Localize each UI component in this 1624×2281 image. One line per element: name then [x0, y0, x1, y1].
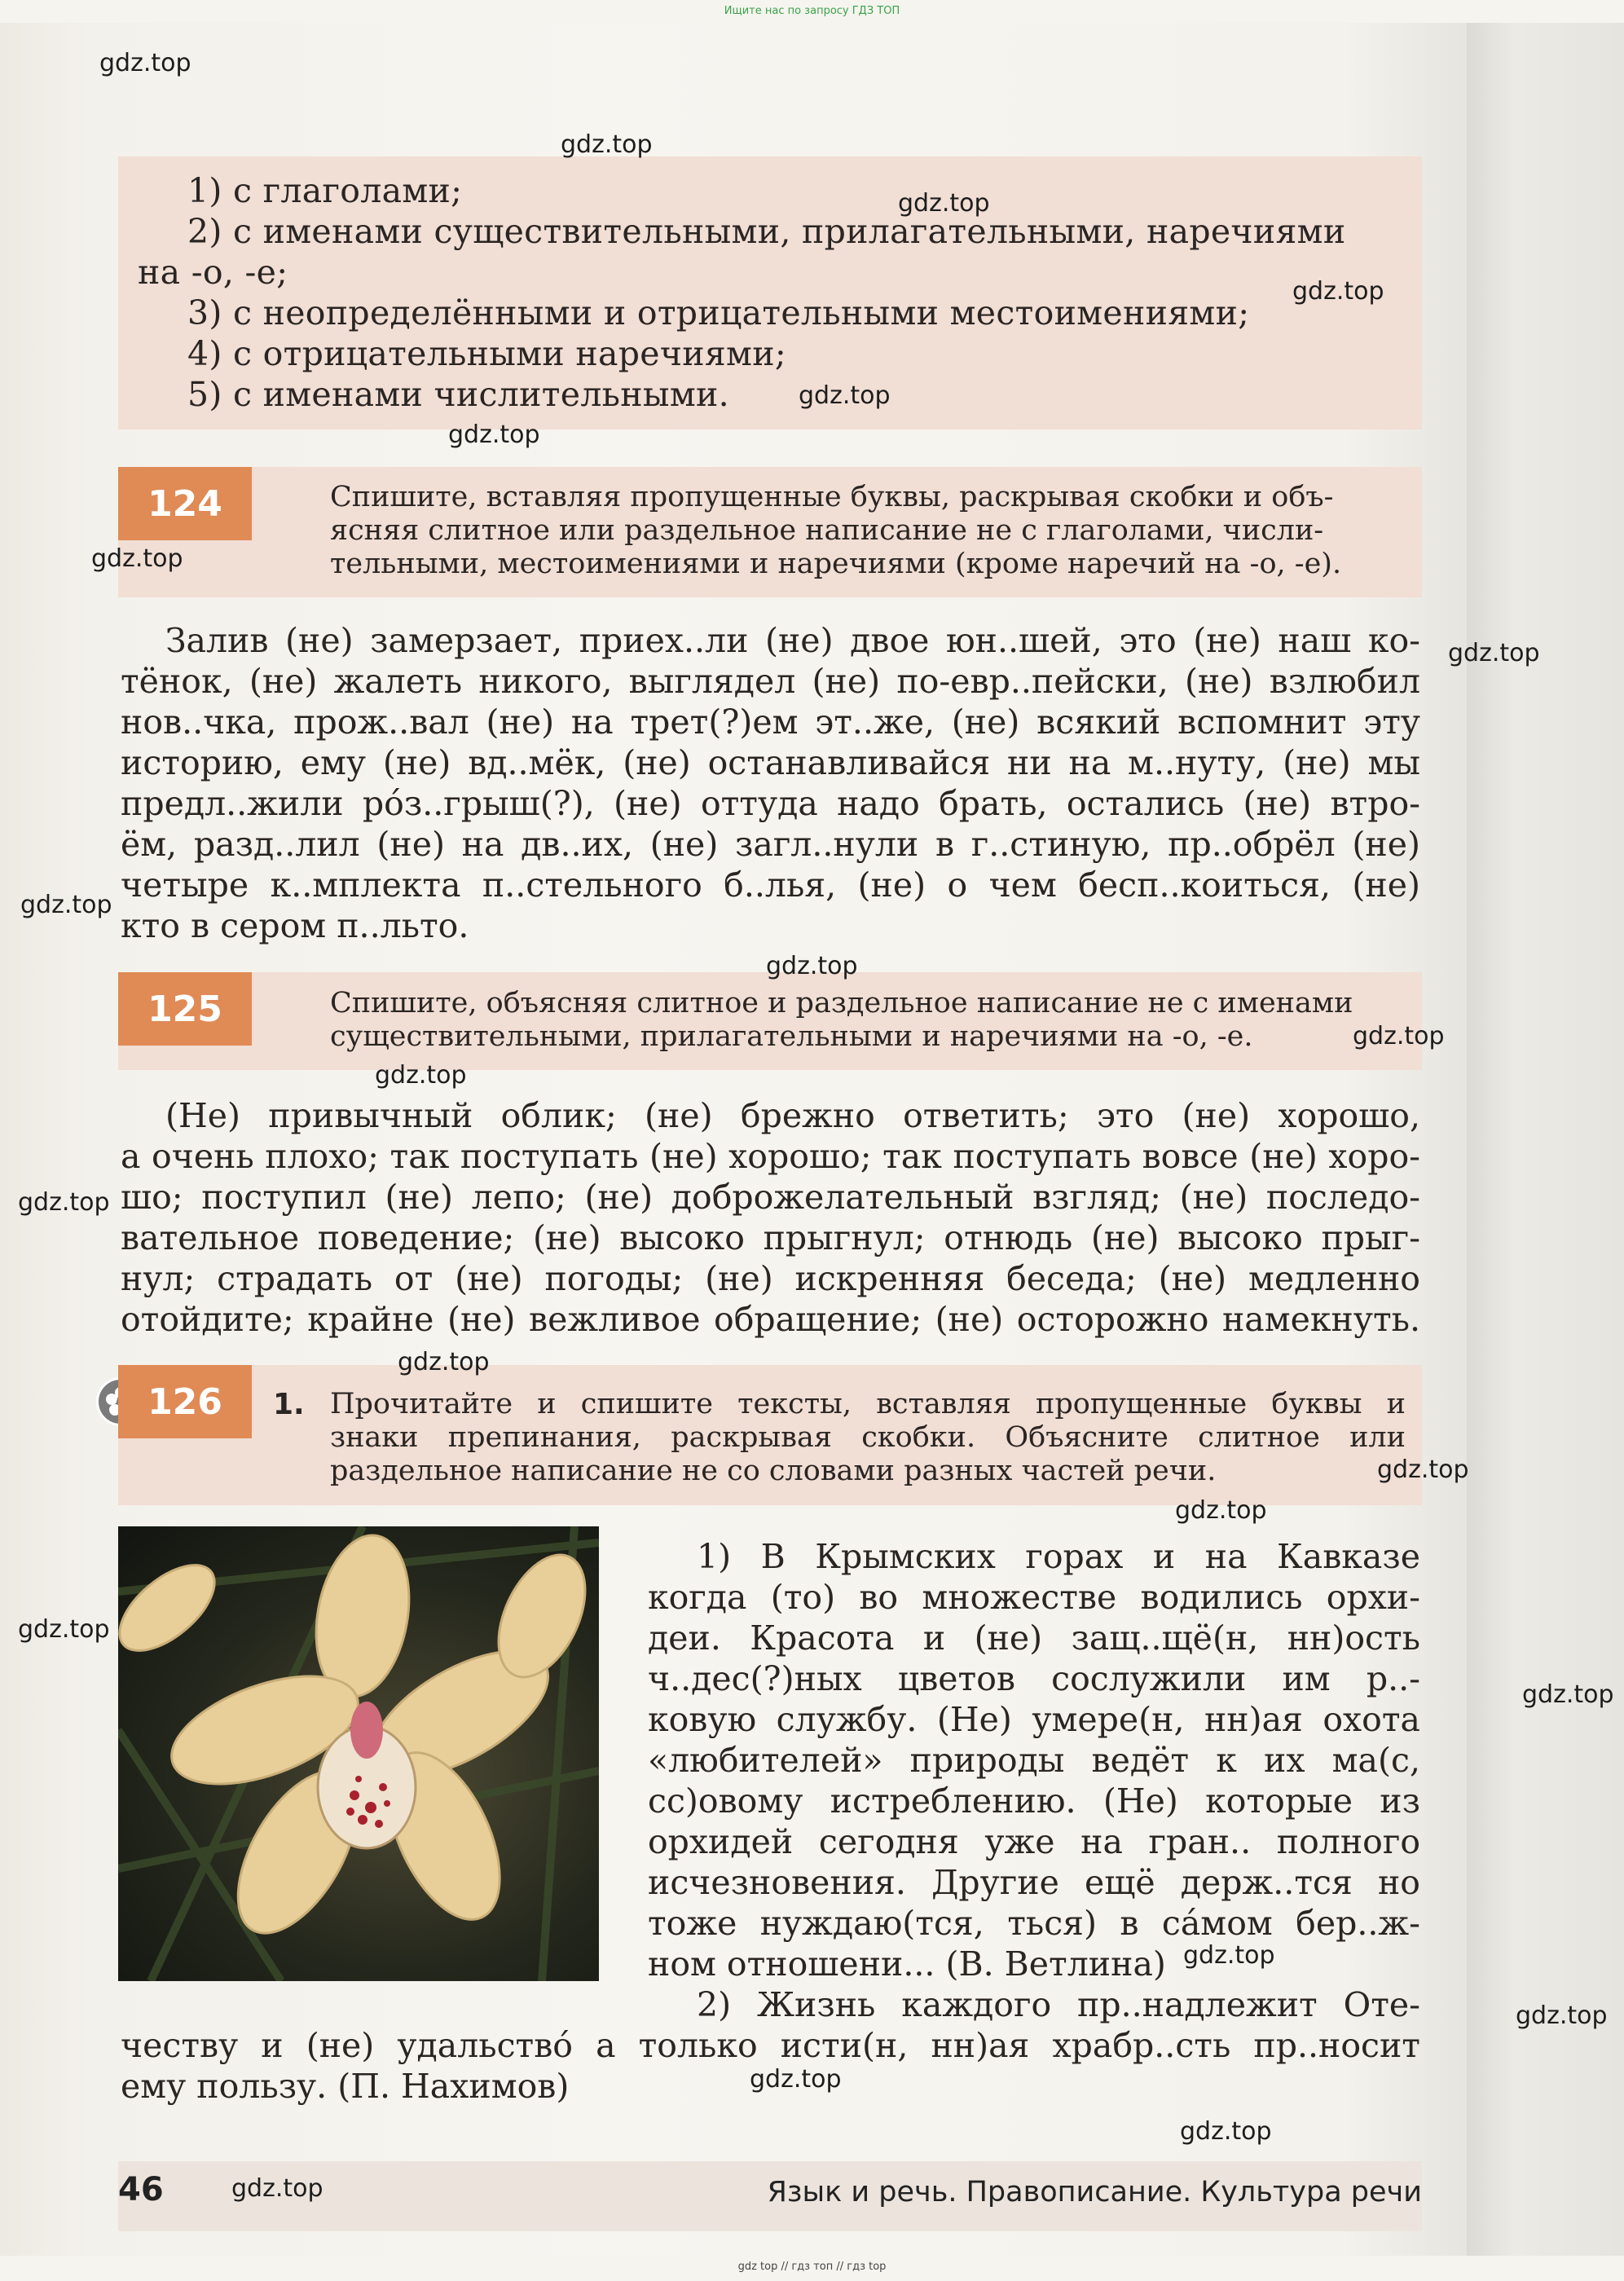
- exercise-124-text-line: историю, ему (не) вд..мёк, (не) останавливайся ни на м..нуту, (не) мы: [121, 743, 1420, 782]
- exercise-126-text-line: ч..дес(?)ных цветов сослужили им р..-: [648, 1659, 1420, 1698]
- exercise-number: 124: [118, 467, 252, 540]
- exercise-125-text-line: вательное поведение; (не) высоко прыгнул; отнюдь (не) высоко прыг-: [121, 1218, 1420, 1257]
- exercise-task-line: знаки препинания, раскрывая скобки. Объясните слитное или: [330, 1421, 1406, 1454]
- exercise-126-text-line: исчезновения. Другие ещё держ..тся но: [648, 1863, 1420, 1902]
- watermark: gdz.top: [1183, 1941, 1275, 1970]
- page-number: 46: [118, 2171, 164, 2208]
- watermark: gdz.top: [91, 544, 183, 573]
- watermark: gdz.top: [750, 2065, 842, 2094]
- watermark: gdz.top: [1175, 1496, 1267, 1525]
- exercise-126-header: [118, 1365, 1422, 1505]
- exercise-124-header: [118, 467, 1422, 597]
- exercise-126-text-line: ему пользу. (П. Нахимов): [121, 2067, 570, 2106]
- exercise-124-text-line: Залив (не) замерзает, приех..ли (не) двое юн..шей, это (не) наш ко-: [165, 621, 1420, 660]
- watermark: gdz.top: [398, 1348, 490, 1376]
- top-note: Ищите нас по запросу ГДЗ ТОП: [724, 5, 900, 17]
- rule-box: [118, 156, 1422, 429]
- orchid-photo: [118, 1526, 599, 1981]
- exercise-126-text-line: 2) Жизнь каждого пр..надлежит Оте-: [697, 1985, 1420, 2024]
- exercise-124-text-line: тёнок, (не) жалеть никого, выглядел (не) по-евр..пейски, (не) взлюбил: [121, 662, 1420, 701]
- exercise-124-text-line: нов..чка, прож..вал (не) на трет(?)ем эт..же, (не) всякий вспомнит эту: [121, 702, 1420, 742]
- next-page-edge: [1467, 23, 1624, 2256]
- exercise-126-text-line: орхидей сегодня уже на гран.. полного: [648, 1822, 1420, 1861]
- exercise-125-text-line: шо; поступил (не) лепо; (не) доброжелательный взгляд; (не) последо-: [121, 1178, 1420, 1217]
- running-title: Язык и речь. Правописание. Культура речи: [767, 2176, 1422, 2208]
- watermark: gdz.top: [1522, 1680, 1614, 1709]
- watermark: gdz.top: [1448, 639, 1540, 667]
- watermark: gdz.top: [18, 1615, 110, 1644]
- watermark: gdz.top: [448, 421, 540, 449]
- watermark: gdz.top: [799, 381, 891, 410]
- exercise-125-header: [118, 972, 1422, 1070]
- watermark: gdz.top: [561, 130, 653, 159]
- rule-line: 4) с отрицательными наречиями;: [187, 334, 786, 373]
- exercise-124-text-line: кто в сером п..льто.: [121, 906, 469, 945]
- watermark: gdz.top: [1516, 2001, 1608, 2030]
- exercise-125-text-line: нул; страдать от (не) погоды; (не) искренняя беседа; (не) медленно: [121, 1259, 1420, 1298]
- bottom-note: gdz top // гдз топ // гдз top: [737, 2261, 887, 2273]
- watermark: gdz.top: [18, 1188, 110, 1217]
- exercise-task-line: Прочитайте и спишите тексты, вставляя пропущенные буквы и: [330, 1388, 1406, 1420]
- exercise-126-text-line: сс)овому истреблению. (Не) которые из: [648, 1781, 1420, 1821]
- exercise-task-line: тельными, местоимениями и наречиями (кроме наречий на -о, -е).: [330, 548, 1342, 580]
- exercise-task-line: раздельное написание не со словами разных частей речи.: [330, 1455, 1217, 1487]
- exercise-126-text-line: 1) В Крымских горах и на Кавказе: [697, 1537, 1420, 1576]
- subtask-number: 1.: [273, 1388, 305, 1421]
- exercise-126-text-line: ном отношени... (В. Ветлина): [648, 1944, 1166, 1984]
- exercise-124-text-line: предл..жили ро́з..грыш(?), (не) оттуда надо брать, остались (не) втро-: [121, 784, 1420, 823]
- exercise-task-line: Спишите, вставляя пропущенные буквы, раскрывая скобки и объ-: [330, 481, 1334, 513]
- exercise-126-text-line: тоже нуждаю(тся, ться) в са́мом бер..ж-: [648, 1904, 1420, 1943]
- exercise-126-text-line: честву и (не) удальство́ а только исти(н, нн)ая храбр..сть пр..носит: [121, 2026, 1420, 2065]
- watermark: gdz.top: [766, 952, 858, 980]
- rule-line: 3) с неопределёнными и отрицательными местоимениями;: [187, 293, 1250, 332]
- rule-line: 5) с именами числительными.: [187, 375, 730, 414]
- watermark: gdz.top: [99, 49, 191, 77]
- exercise-126-text-line: деи. Красота и (не) защ..щё(н, нн)ость: [648, 1618, 1420, 1658]
- watermark: gdz.top: [231, 2174, 323, 2203]
- watermark: gdz.top: [898, 189, 990, 218]
- watermark: gdz.top: [1292, 277, 1384, 306]
- rule-line: на -о, -е;: [138, 253, 288, 292]
- exercise-125-text-line: (Не) привычный облик; (не) брежно ответить; это (не) хорошо,: [165, 1096, 1420, 1135]
- watermark: gdz.top: [1377, 1455, 1469, 1484]
- exercise-number: 125: [118, 972, 252, 1046]
- exercise-126-text-line: ковую службу. (Не) умере(н, нн)ая охота: [648, 1700, 1420, 1739]
- watermark: gdz.top: [20, 891, 112, 919]
- watermark: gdz.top: [1353, 1022, 1445, 1050]
- watermark: gdz.top: [375, 1061, 467, 1090]
- exercise-125-text-line: а очень плохо; так поступать (не) хорошо; так поступать вовсе (не) хоро-: [121, 1137, 1420, 1176]
- exercise-task-line: существительными, прилагательными и наречиями на -о, -е.: [330, 1020, 1253, 1053]
- rule-line: 2) с именами существительными, прилагательными, наречиями: [187, 212, 1346, 251]
- watermark: gdz.top: [1180, 2117, 1272, 2146]
- exercise-124-text-line: ём, разд..лил (не) на дв..их, (не) загл..нули в г..стиную, пр..обрёл (не): [121, 825, 1420, 864]
- exercise-126-text-line: когда (то) во множестве водились орхи-: [648, 1578, 1420, 1617]
- exercise-number: 126: [118, 1365, 252, 1438]
- rule-line: 1) с глаголами;: [187, 171, 463, 210]
- exercise-task-line: Спишите, объясняя слитное и раздельное написание не с именами: [330, 987, 1353, 1019]
- exercise-125-text-line: отойдите; крайне (не) вежливое обращение; (не) осторожно намекнуть.: [121, 1300, 1420, 1339]
- exercise-126-text-line: «любителей» природы ведёт к их ма(с,: [648, 1741, 1420, 1780]
- exercise-task-line: ясняя слитное или раздельное написание не с глаголами, числи-: [330, 514, 1324, 547]
- exercise-124-text-line: четыре к..мплекта п..стельного б..лья, (не) о чем бесп..коиться, (не): [121, 865, 1420, 905]
